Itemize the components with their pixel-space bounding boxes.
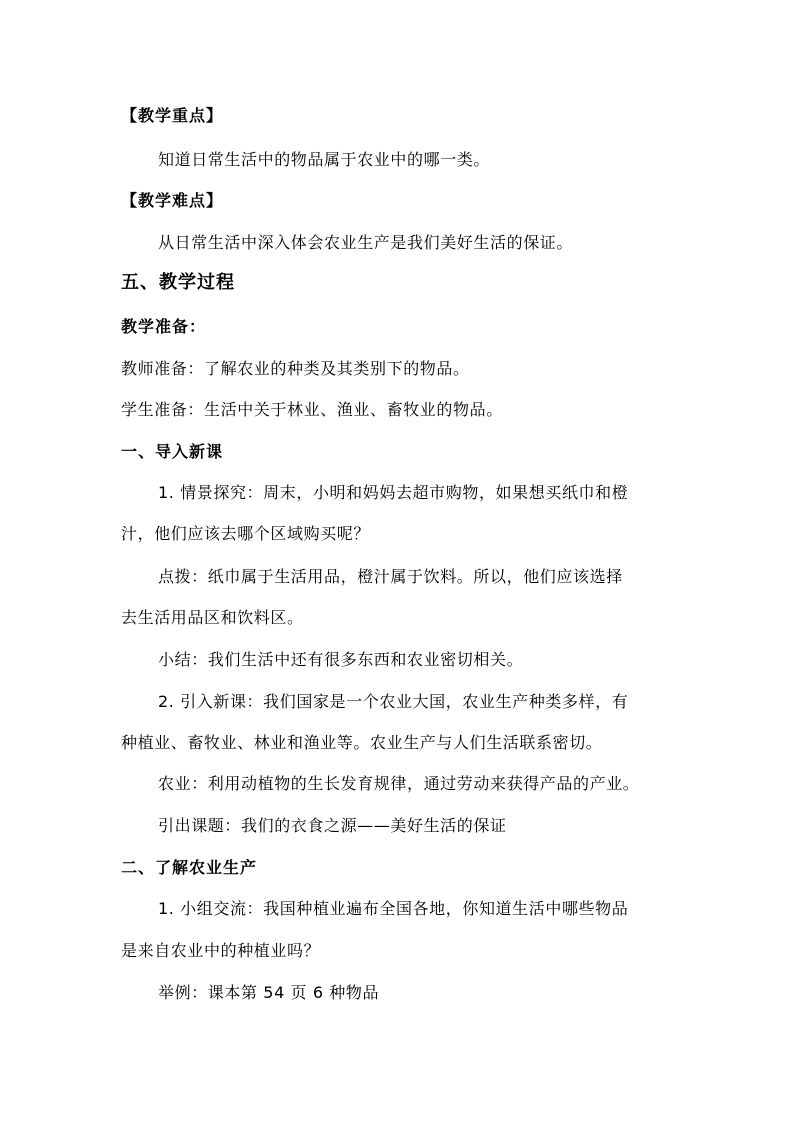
hint-line2: 去生活用品区和饮料区。 <box>121 608 304 627</box>
intro-2-line1: 2. 引入新课：我们国家是一个农业大国，农业生产种类多样，有 <box>158 692 629 711</box>
intro-1-line1: 1. 情景探究：周末，小明和妈妈去超市购物，如果想买纸巾和橙 <box>158 483 629 502</box>
student-prep: 学生准备：生活中关于林业、渔业、畜牧业的物品。 <box>121 400 503 419</box>
heading-key-points: 【教学重点】 <box>121 106 224 125</box>
group-line2: 是来自农业中的种植业吗？ <box>121 941 321 960</box>
teacher-prep: 教师准备：了解农业的种类及其类别下的物品。 <box>121 359 470 378</box>
intro-2-line2: 种植业、畜牧业、林业和渔业等。农业生产与人们生活联系密切。 <box>121 733 603 752</box>
prep-heading: 教学准备： <box>121 317 207 336</box>
section-intro-heading: 一、导入新课 <box>121 442 224 461</box>
hint-line1: 点拨：纸巾属于生活用品，橙汁属于饮料。所以，他们应该选择 <box>158 567 623 586</box>
difficulties-text: 从日常生活中深入体会农业生产是我们美好生活的保证。 <box>158 233 574 252</box>
summary-text: 小结：我们生活中还有很多东西和农业密切相关。 <box>158 650 524 669</box>
key-points-text: 知道日常生活中的物品属于农业中的哪一类。 <box>158 150 491 169</box>
example-text: 举例：课本第 54 页 6 种物品 <box>158 983 380 1002</box>
group-line1: 1. 小组交流：我国种植业遍布全国各地，你知道生活中哪些物品 <box>158 899 629 918</box>
intro-1-line2: 汁，他们应该去哪个区域购买呢？ <box>121 524 371 543</box>
agri-definition: 农业：利用动植物的生长发育规律，通过劳动来获得产品的产业。 <box>158 774 640 793</box>
topic-text: 引出课题：我们的衣食之源——美好生活的保证 <box>158 816 507 835</box>
section-two-heading: 二、了解农业生产 <box>121 858 258 877</box>
heading-difficulties: 【教学难点】 <box>121 191 224 210</box>
section-five-heading: 五、教学过程 <box>121 272 235 293</box>
